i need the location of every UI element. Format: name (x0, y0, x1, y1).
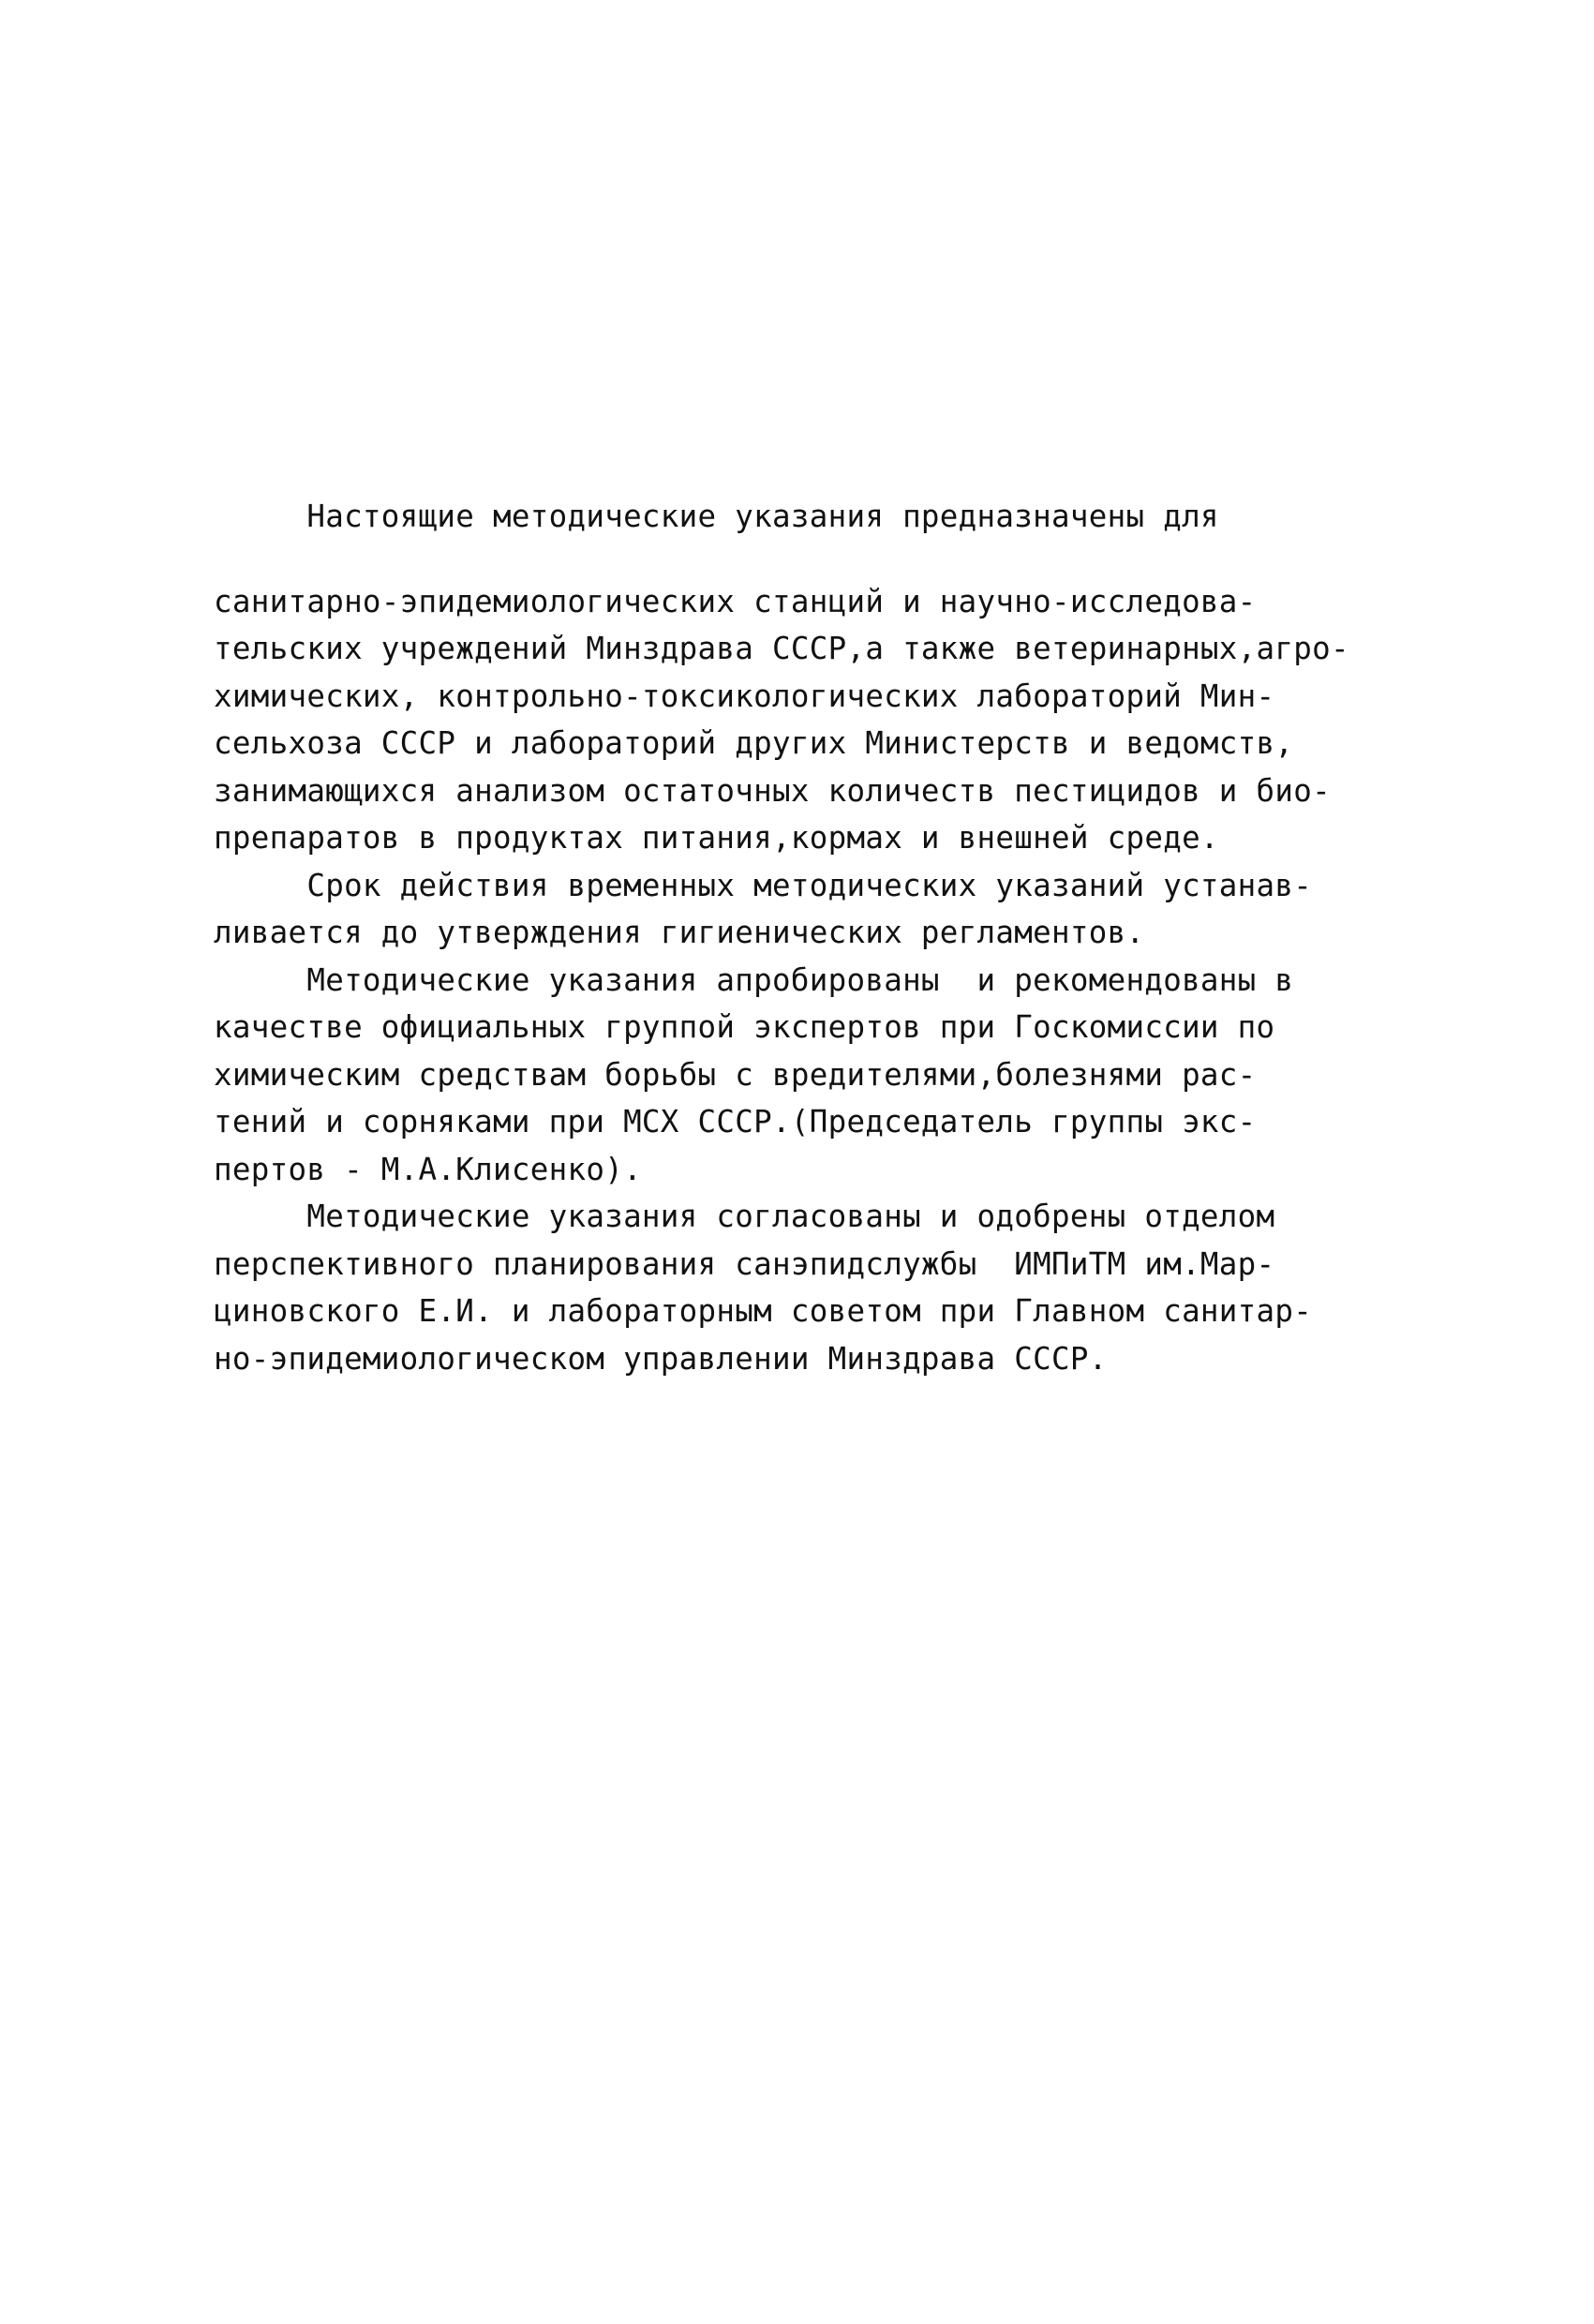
paragraph-line: сельхоза СССР и лабораторий других Министерств и ведомств, (214, 725, 1294, 761)
paragraph-line: химических, контрольно-токсикологических лабораторий Мин- (214, 678, 1275, 714)
paragraph-line: тений и сорняками при МСХ СССР.(Председатель группы экс- (214, 1104, 1257, 1140)
paragraph-line: санитарно-эпидемиологических станций и научно-исследова- (214, 583, 1257, 619)
paragraph-line: препаратов в продуктах питания,кормах и внешней среде. (214, 820, 1219, 856)
paragraph-line: но-эпидемиологическом управлении Минздрава СССР. (214, 1340, 1108, 1377)
paragraph-line: перспективного планирования санэпидслужбы ИМПиТМ им.Мар- (214, 1245, 1275, 1282)
paragraph-line: химическим средствам борьбы с вредителями,болезнями рас- (214, 1056, 1257, 1093)
paragraph-line: Методические указания согласованы и одобрены отделом (214, 1199, 1275, 1234)
paragraph-line: циновского Е.И. и лабораторным советом при Главном санитар- (214, 1293, 1313, 1329)
paragraph-line: ливается до утверждения гигиенических регламентов. (214, 915, 1145, 950)
paragraph-line: пертов - М.А.Клисенко). (214, 1151, 642, 1187)
document-body (214, 493, 1432, 1382)
paragraph-line: тельских учреждений Минздрава СССР,а также ветеринарных,агро- (214, 631, 1349, 666)
paragraph-line: Методические указания апробированы и рекомендованы в (214, 961, 1294, 998)
paragraph-line: занимающихся анализом остаточных количеств пестицидов и био- (214, 772, 1331, 809)
paragraph-line: качестве официальных группой экспертов при Госкомиссии по (214, 1009, 1275, 1045)
paragraph-line: Срок действия временных методических указаний устанав- (214, 867, 1313, 903)
paragraph-line: Настоящие методические указания предназначены для (214, 499, 1219, 534)
